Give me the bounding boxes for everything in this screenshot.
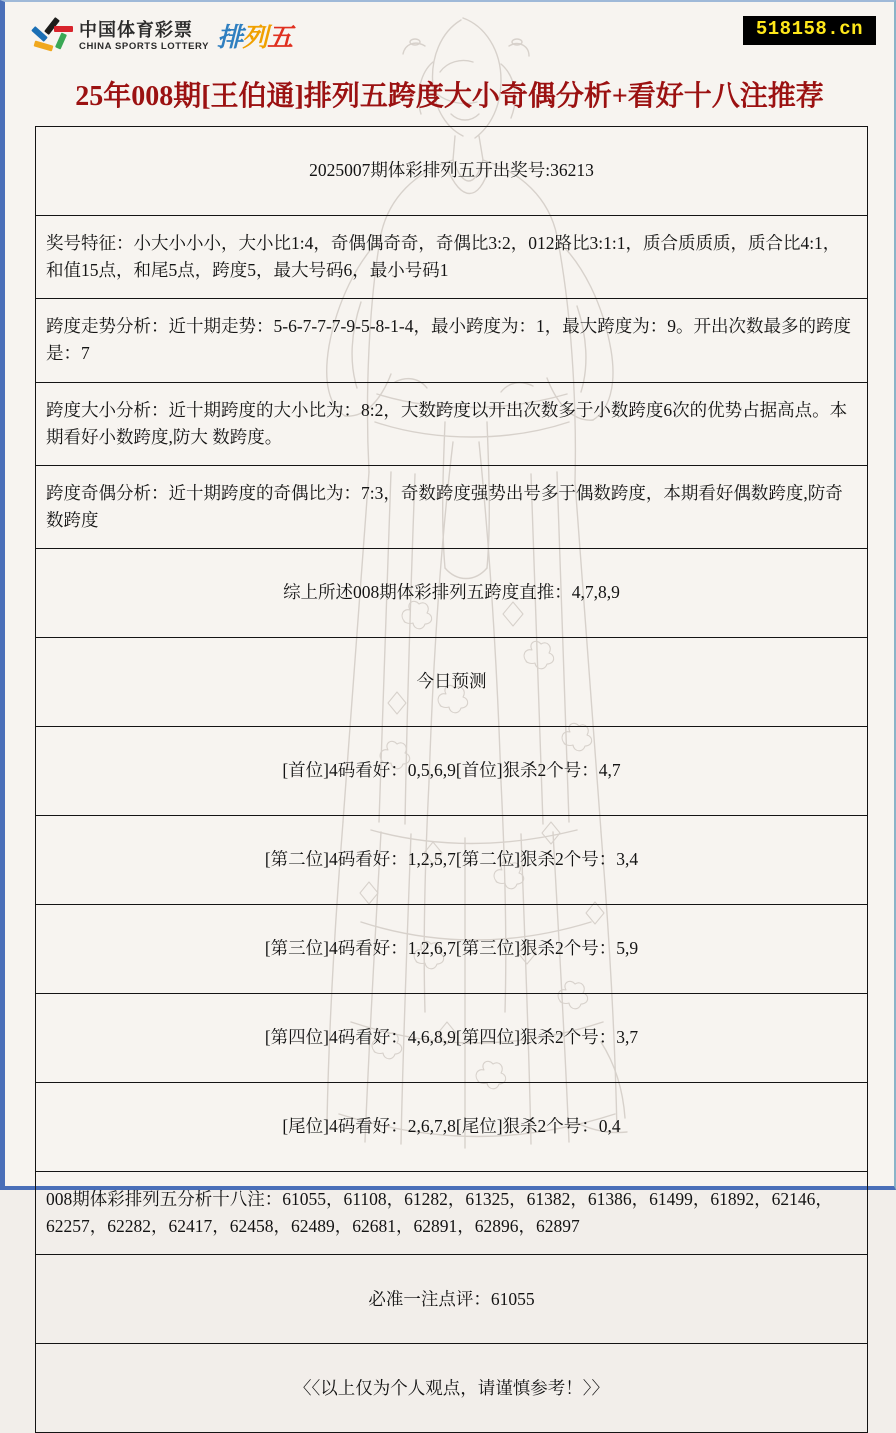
table-row xyxy=(36,727,868,816)
table-row xyxy=(36,1344,868,1433)
position-4-forecast-cell: [第四位]4码看好：4,6,8,9[第四位]狠杀2个号：3,7 xyxy=(36,994,868,1083)
site-logo[interactable] xyxy=(31,14,292,58)
table-row xyxy=(36,127,868,216)
best-single-bet-cell: 必准一注点评：61055 xyxy=(36,1255,868,1344)
table-row xyxy=(36,299,868,382)
pailiewu-char-3: 五 xyxy=(267,22,293,52)
today-forecast-heading-cell: 今日预测 xyxy=(36,638,868,727)
position-5-forecast-cell: [尾位]4码看好：2,6,7,8[尾位]狠杀2个号：0,4 xyxy=(36,1083,868,1172)
logo-english-name: CHINA SPORTS LOTTERY xyxy=(79,40,210,52)
analysis-table-container xyxy=(35,126,868,1433)
awarding-number-features-cell: 奖号特征：小大小小小，大小比1:4，奇偶偶奇奇，奇偶比3:2，012路比3:1:1，质合质质质，质合比4:1，和值15点，和尾5点，跨度5，最大号码6，最小号码1 xyxy=(36,216,868,299)
position-2-forecast-cell: [第二位]4码看好：1,2,5,7[第二位]狠杀2个号：3,4 xyxy=(36,816,868,905)
table-row xyxy=(36,216,868,299)
table-row xyxy=(36,1083,868,1172)
span-trend-analysis-cell: 跨度走势分析：近十期走势：5-6-7-7-7-9-5-8-1-4，最小跨度为：1，最大跨度为：9。开出次数最多的跨度是：7 xyxy=(36,299,868,382)
pailiewu-logo xyxy=(217,24,292,50)
span-size-analysis-cell: 跨度大小分析：近十期跨度的大小比为：8:2，大数跨度以开出次数多于小数跨度6次的优势占据高点。本期看好小数跨度,防大 数跨度。 xyxy=(36,382,868,465)
position-1-forecast-cell: [首位]4码看好：0,5,6,9[首位]狠杀2个号：4,7 xyxy=(36,727,868,816)
page-header xyxy=(5,2,894,70)
analysis-table xyxy=(35,126,868,1433)
pailiewu-char-2: 列 xyxy=(242,22,268,52)
logo-text-block xyxy=(79,21,209,52)
span-summary-cell: 综上所述008期体彩排列五跨度直推：4,7,8,9 xyxy=(36,549,868,638)
china-sports-lottery-mark-icon xyxy=(31,17,73,55)
disclaimer-cell: 〈〈以上仅为个人观点，请谨慎参考！〉〉 xyxy=(36,1344,868,1433)
span-parity-analysis-cell: 跨度奇偶分析：近十期跨度的奇偶比为：7:3，奇数跨度强势出号多于偶数跨度，本期看好偶数跨度,防奇 数跨度 xyxy=(36,465,868,548)
table-row xyxy=(36,465,868,548)
table-row xyxy=(36,905,868,994)
table-row xyxy=(36,638,868,727)
site-watermark-badge: 518158.cn xyxy=(743,16,876,45)
pailiewu-char-1: 排 xyxy=(217,22,243,52)
table-row xyxy=(36,1172,868,1255)
table-row xyxy=(36,994,868,1083)
page-title: 25年008期[王伯通]排列五跨度大小奇偶分析+看好十八注推荐 xyxy=(75,81,824,112)
draw-result-cell: 2025007期体彩排列五开出奖号:36213 xyxy=(36,127,868,216)
table-row xyxy=(36,382,868,465)
position-3-forecast-cell: [第三位]4码看好：1,2,6,7[第三位]狠杀2个号：5,9 xyxy=(36,905,868,994)
table-row xyxy=(36,1255,868,1344)
table-row xyxy=(36,816,868,905)
eighteen-bets-cell: 008期体彩排列五分析十八注：61055，61108，61282，61325，61382，61386，61499，61892，62146，62257，62282，62417，62458，62489，62681，62891，62896，62897 xyxy=(36,1172,868,1255)
table-row xyxy=(36,549,868,638)
logo-chinese-name: 中国体育彩票 xyxy=(79,19,193,40)
